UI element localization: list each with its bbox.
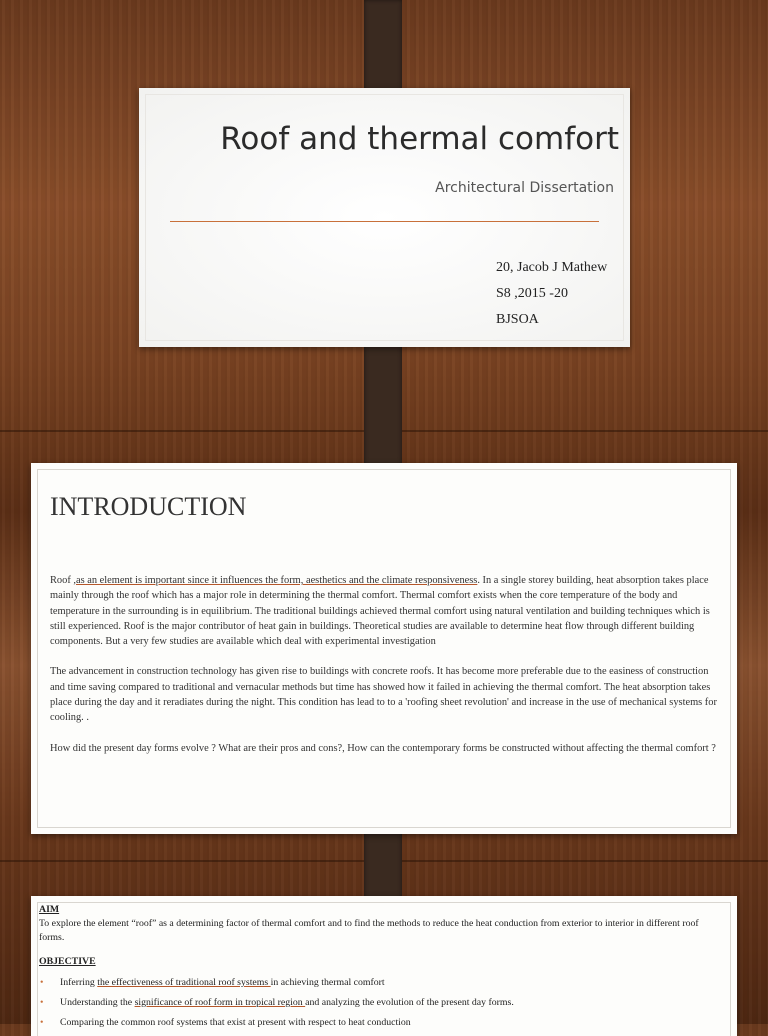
text-run: Comparing the common roof systems that exist at present with respect to heat conduction	[60, 1017, 411, 1028]
objective-label: OBJECTIVE	[39, 956, 96, 967]
divider	[170, 221, 599, 222]
section-heading: INTRODUCTION	[50, 492, 247, 521]
slide-body	[50, 573, 718, 771]
text-run: and analyzing the evolution of the present day forms.	[305, 997, 514, 1008]
paragraph	[50, 573, 718, 649]
aim-objective-slide[interactable]	[31, 896, 737, 1036]
batch: S8 ,2015 -20	[496, 286, 568, 301]
underlined-text: significance of roof form in tropical region	[134, 997, 306, 1008]
aim-label: AIM	[39, 904, 60, 915]
bullet-icon: •	[40, 1017, 44, 1028]
slide-subtitle: Architectural Dissertation	[435, 180, 614, 196]
connector-bar	[364, 329, 402, 481]
slide-title: Roof and thermal comfort	[220, 121, 619, 157]
title-slide[interactable]	[139, 88, 630, 347]
paragraph: The advancement in construction technology has given rise to buildings with concrete roofs. It has become more preferable due to the easiness of construction and time saving compared to traditional and vernacular methods but time has showed how it failed in achieving the thermal comfort. The heat absorption takes place during the day and it reradiates during the night. This condition has lead to to a 'roofing sheet revolution' and increase in the use of mechanical systems for cooling. .	[50, 666, 717, 724]
text-run: Roof ,	[50, 575, 76, 586]
list-item	[39, 1016, 719, 1030]
slide-body	[39, 903, 719, 1036]
aim-text: To explore the element “roof” as a determining factor of thermal comfort and to find the methods to reduce the heat conduction from exterior to interior in different roof forms.	[39, 918, 699, 943]
author-roll: 20, Jacob J Mathew	[496, 260, 608, 275]
bullet-icon: •	[40, 997, 44, 1008]
author-info	[496, 255, 607, 333]
underlined-text: as an element is important since it influences the form, aesthetics and the climate responsiveness	[75, 575, 478, 586]
text-run: Inferring	[60, 977, 98, 988]
list-item	[39, 996, 719, 1010]
underlined-text: the effectiveness of traditional roof systems	[97, 977, 271, 988]
list-item	[39, 976, 719, 990]
text-run: in achieving thermal comfort	[270, 977, 385, 988]
text-run: . In a single storey building, heat absorption takes place mainly through the roof which has a major role in determining the thermal comfort. Thermal comfort exists when the core temperature of the body and temperature in the surrounding is in equilibrium. The traditional buildings achieved thermal comfort using natural ventilation and building techniques which is still experienced. Roof is the major contributor of heat gain in buildings. Theoretical studies are available to determine heat flow through different building components. But a very few studies are available which deal with experimental investigation	[50, 575, 710, 648]
paragraph: How did the present day forms evolve ? What are their pros and cons?, How can the contemporary forms be constructed without affecting the thermal comfort ?	[50, 742, 716, 754]
institution: BJSOA	[496, 312, 539, 327]
text-run: Understanding the	[60, 997, 135, 1008]
introduction-slide[interactable]	[31, 463, 737, 834]
bullet-icon: •	[40, 977, 44, 988]
